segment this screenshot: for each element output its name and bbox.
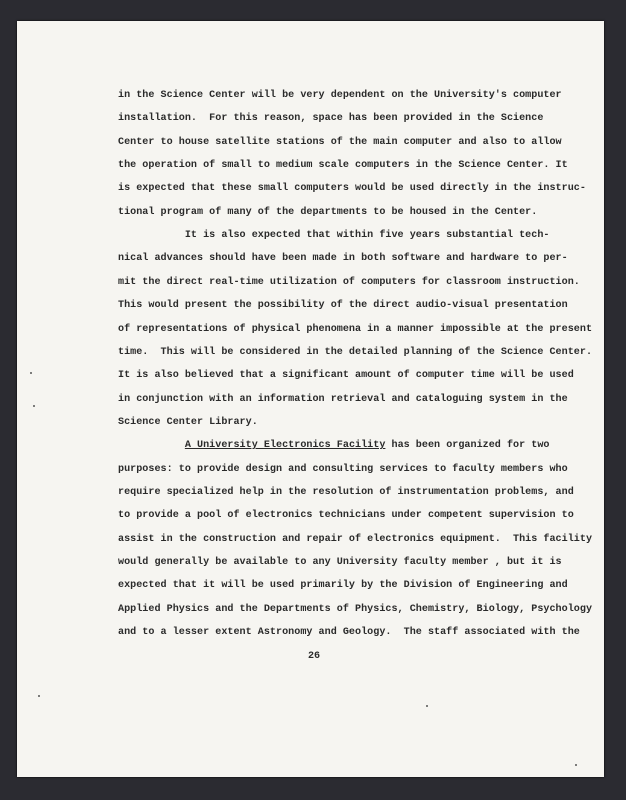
section-heading: A University Electronics Facility	[184, 440, 386, 452]
text-line: assist in the construction and repair of electronics equipment. This facility	[118, 533, 593, 545]
page-number: 26	[308, 651, 321, 662]
heading-continuation: has been organized for two	[385, 440, 550, 452]
text-line: tional program of many of the departments to be housed in the Center.	[118, 206, 538, 218]
text-line: mit the direct real-time utilization of computers for classroom instruction.	[118, 276, 580, 288]
text-line: the operation of small to medium scale computers in the Science Center. It	[118, 160, 568, 172]
text-line: It is also believed that a significant amount of computer time will be used	[118, 370, 574, 382]
indent	[118, 440, 185, 451]
scan-speck	[30, 372, 32, 374]
text-line: purposes: to provide design and consulting services to faculty members who	[118, 463, 568, 475]
text-line: This would present the possibility of the direct audio-visual presentation	[118, 300, 568, 312]
text-line: to provide a pool of electronics technicians under competent supervision to	[118, 510, 574, 522]
scan-speck	[426, 705, 428, 707]
scan-speck	[575, 764, 577, 766]
text-line: require specialized help in the resolution of instrumentation problems, and	[118, 486, 574, 498]
text-line: would generally be available to any University faculty member , but it is	[118, 557, 562, 568]
text-line: time. This will be considered in the detailed planning of the Science Center.	[118, 346, 593, 358]
text-line: Science Center Library.	[118, 416, 258, 428]
scan-speck	[33, 405, 35, 407]
text-line: in the Science Center will be very dependent on the University's computer	[118, 90, 562, 101]
text-line: Center to house satellite stations of the main computer and also to allow	[118, 136, 562, 148]
text-line: expected that it will be used primarily by the Division of Engineering and	[118, 580, 568, 592]
text-line: is expected that these small computers would be used directly in the instruc-	[118, 183, 586, 195]
section-heading-line	[118, 440, 550, 451]
text-line: It is also expected that within five years substantial tech-	[118, 230, 550, 242]
text-line: and to a lesser extent Astronomy and Geology. The staff associated with the	[118, 627, 580, 639]
text-line: nical advances should have been made in both software and hardware to per-	[118, 253, 568, 265]
scan-speck	[38, 695, 40, 697]
text-line: Applied Physics and the Departments of Physics, Chemistry, Biology, Psychology	[118, 603, 593, 615]
text-line: of representations of physical phenomena in a manner impossible at the present	[118, 323, 593, 335]
text-line: installation. For this reason, space has been provided in the Science	[118, 113, 544, 125]
text-line: in conjunction with an information retrieval and cataloguing system in the	[118, 393, 568, 405]
